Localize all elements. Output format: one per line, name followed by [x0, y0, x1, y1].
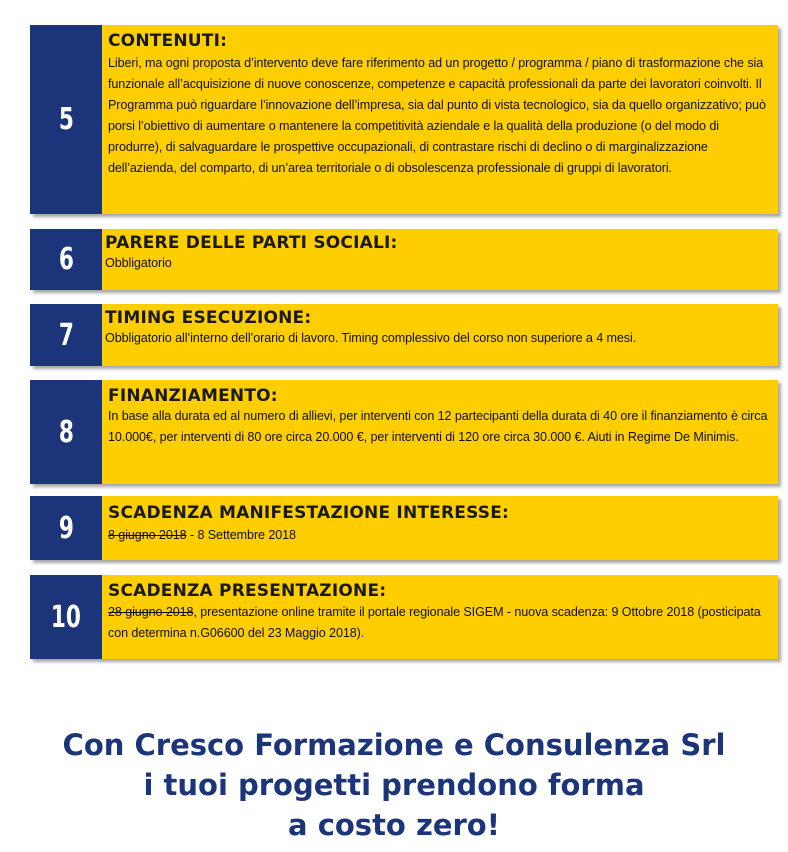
- section-number: 8: [30, 380, 102, 484]
- section-number: 6: [30, 229, 102, 290]
- section-number: 7: [30, 304, 102, 366]
- section-body: Obbligatorio: [105, 256, 172, 270]
- section-title: SCADENZA MANIFESTAZIONE INTERESSE:: [108, 503, 510, 523]
- section-body: In base alla durata ed al numero di allievi, per interventi con 12 partecipanti della durata di 40 ore il finanziamento è circa 10.000€, per interventi di 80 ore circa 20.000 €, per interventi di 120 ore circa 30.000 €. Aiuti in Regime De Minimis.: [108, 409, 768, 444]
- section-number: 9: [30, 496, 102, 560]
- section-body: Liberi, ma ogni proposta d’intervento deve fare riferimento ad un progetto / programma / piano di trasformazione che sia funzionale all’acquisizione di nuove conoscenze, competenze e capacità professionali da parte dei lavoratori coinvolti. Il Programma può riguardare l’innovazione dell’impresa, sia dal punto di vista tecnologico, sia da quello organizzativo; può porsi l’obiettivo di aumentare o mantenere la competitività aziendale e la qualità della produzione (o del modo di produrre), di salvaguardare le prospettive occupazionali, di contrastare rischi di declino o di marginalizzazione dell’azienda, del comparto, di un’area territoriale o di obsolescenza professionale di gruppi di lavoratori.: [108, 56, 766, 175]
- section-content: [102, 496, 778, 560]
- section-content: [102, 575, 778, 659]
- struck-date: 28 giugno 2018: [108, 605, 194, 619]
- tagline-line-1: Con Cresco Formazione e Consulenza Srl: [62, 728, 726, 762]
- new-date: - 8 Settembre 2018: [186, 528, 296, 542]
- section-content: [102, 25, 778, 214]
- tagline: [0, 725, 788, 845]
- tagline-line-3: a costo zero!: [288, 808, 500, 842]
- section-8: [30, 380, 778, 484]
- section-title: CONTENUTI:: [108, 31, 228, 51]
- section-10: [30, 575, 778, 659]
- section-title: SCADENZA PRESENTAZIONE:: [108, 581, 387, 601]
- section-content: [102, 380, 778, 484]
- section-title: PARERE DELLE PARTI SOCIALI:: [105, 233, 398, 253]
- section-title: TIMING ESECUZIONE:: [105, 308, 312, 328]
- section-7: [30, 304, 778, 366]
- tagline-line-2: i tuoi progetti prendono forma: [143, 768, 645, 802]
- section-body: [108, 602, 770, 644]
- section-content: [102, 229, 778, 290]
- section-content: [102, 304, 778, 366]
- section-body: Obbligatorio all’interno dell’orario di lavoro. Timing complessivo del corso non superiore a 4 mesi.: [105, 331, 637, 345]
- section-9: [30, 496, 778, 560]
- section-5: [30, 25, 778, 214]
- section-title: FINANZIAMENTO:: [108, 386, 278, 406]
- section-number: 10: [30, 575, 102, 659]
- section-6: [30, 229, 778, 290]
- section-body: [108, 525, 770, 546]
- struck-date: 8 giugno 2018: [108, 528, 187, 542]
- section-text: , presentazione online tramite il portale regionale SIGEM - nuova scadenza: 9 Ottobre 2018 (posticipata con determina n.G06600 del 23 Maggio 2018).: [108, 605, 761, 640]
- section-number: 5: [30, 25, 102, 214]
